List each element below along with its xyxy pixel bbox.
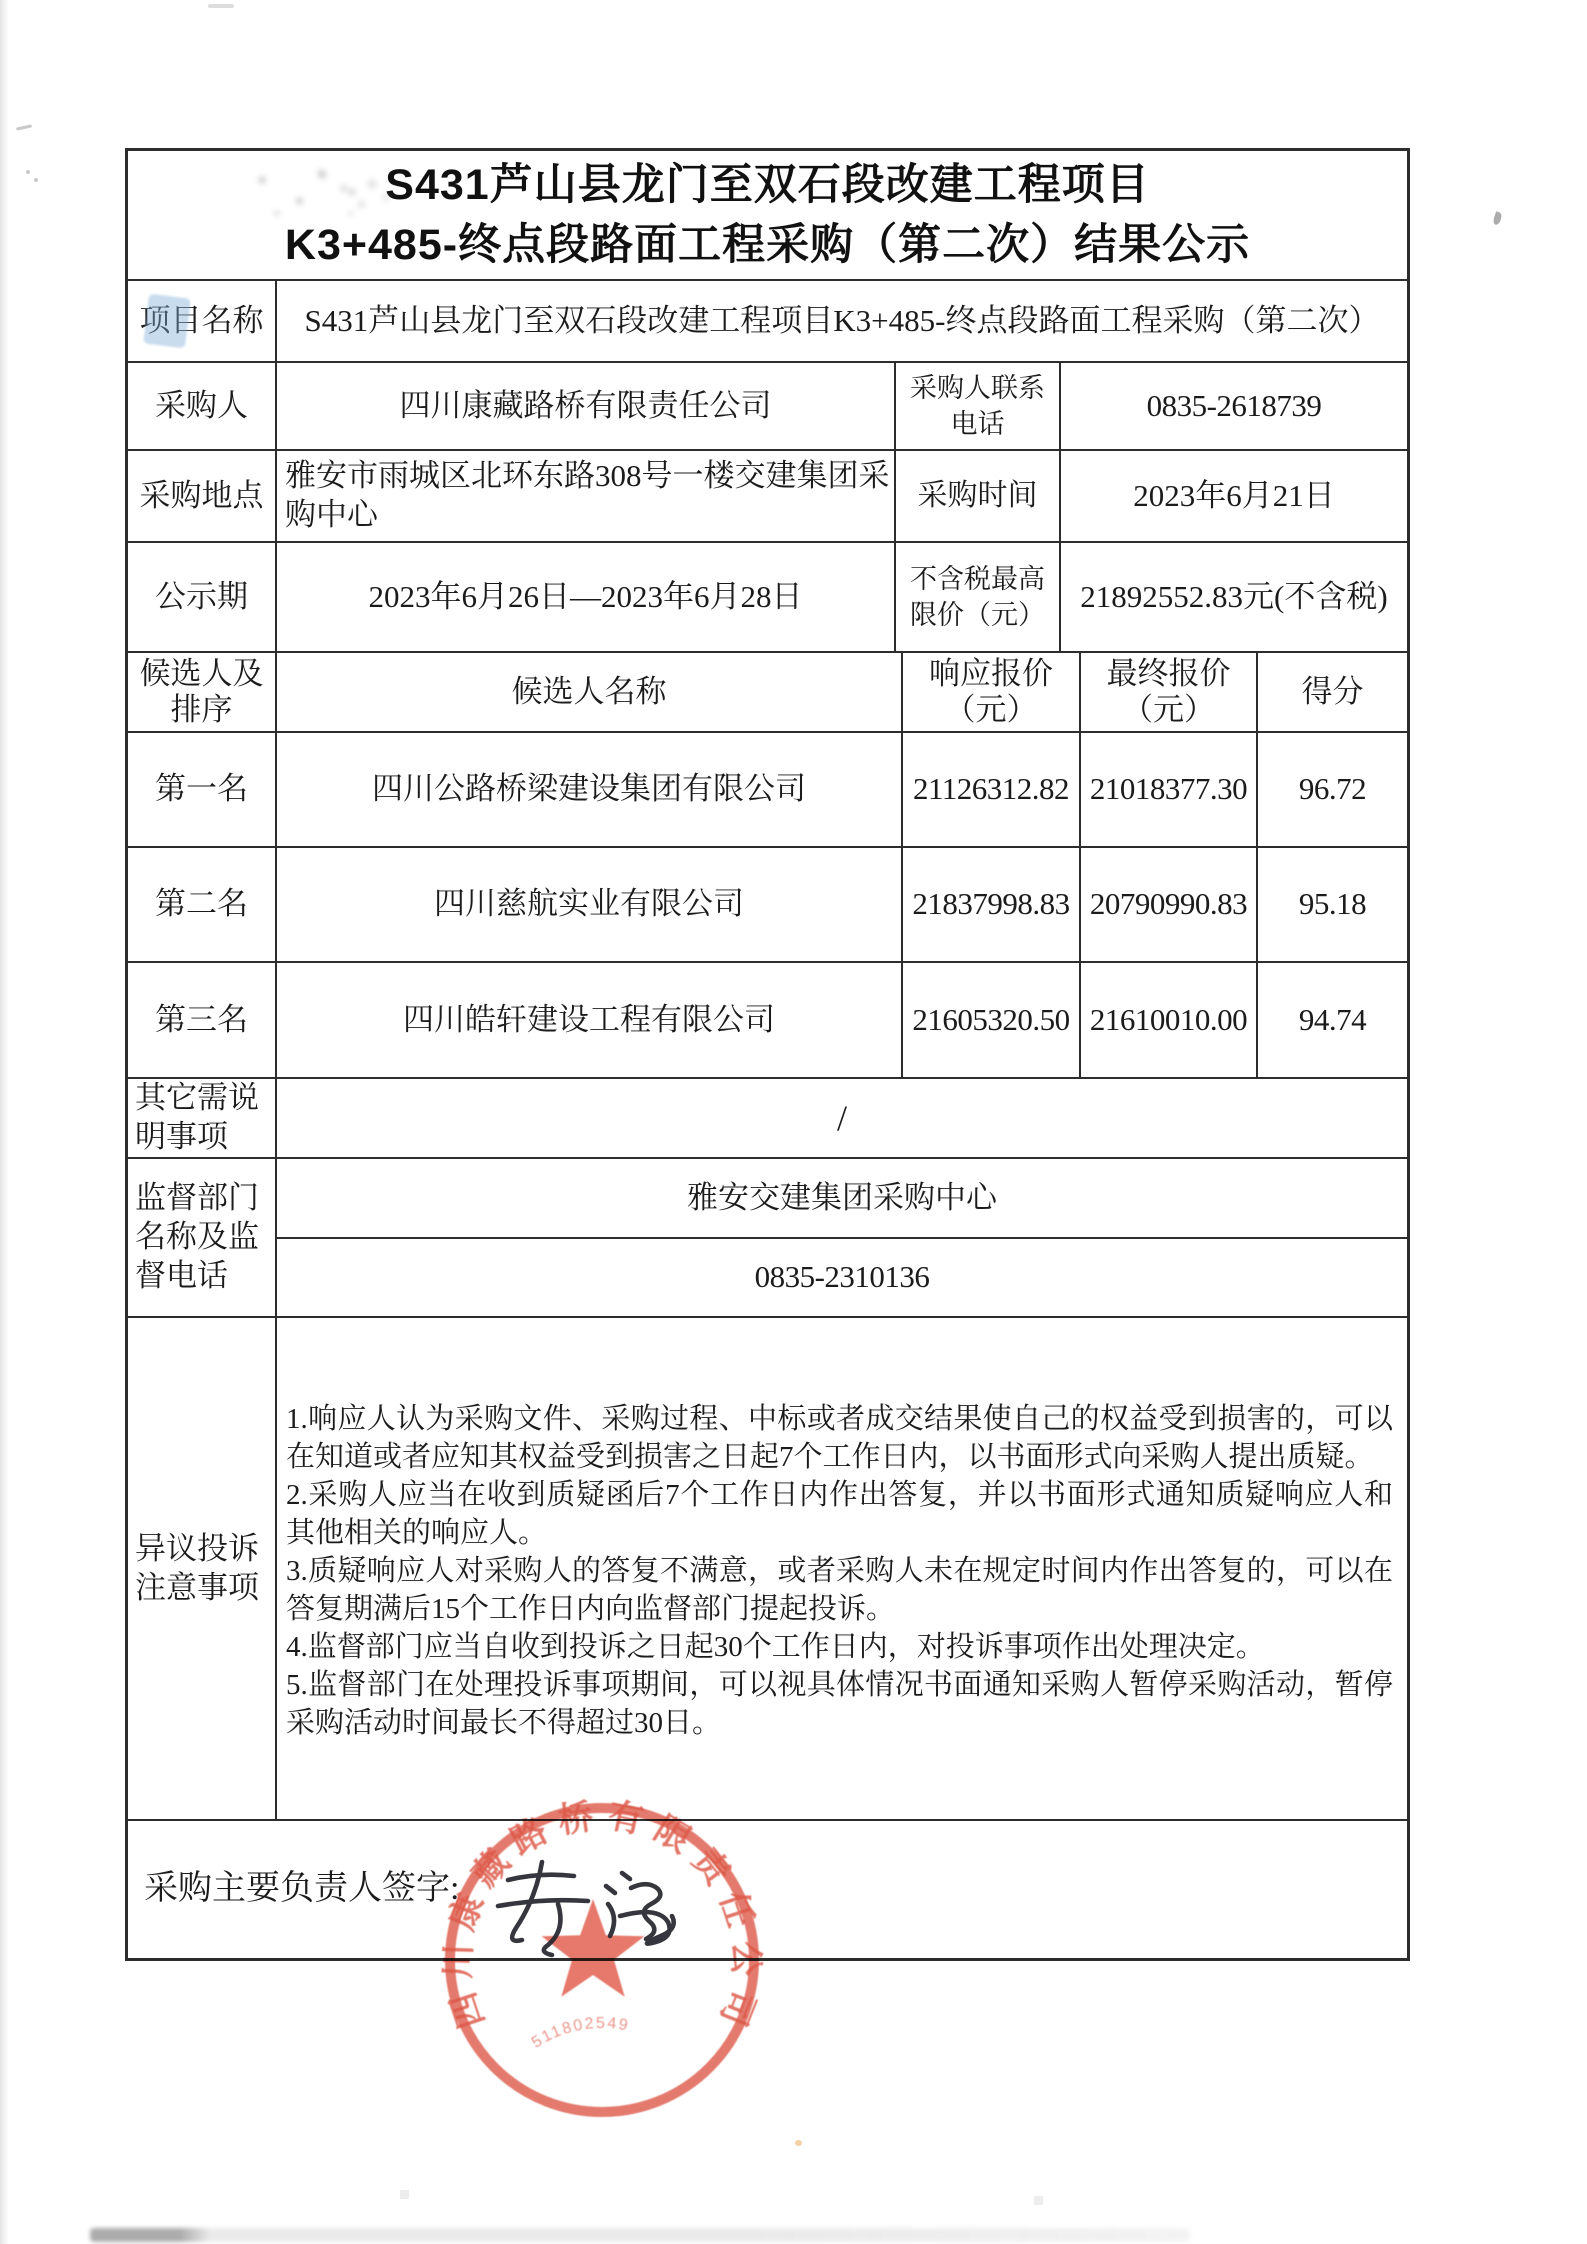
supervision-values [277, 1159, 1407, 1316]
scan-speck [1034, 2196, 1043, 2205]
announcement-table [125, 148, 1410, 1961]
candidate-bid: 21605320.50 [903, 963, 1081, 1077]
candidate-final: 21610010.00 [1081, 963, 1258, 1077]
place-row [128, 451, 1407, 543]
candidate-name: 四川公路桥梁建设集团有限公司 [277, 733, 903, 846]
candidate-score: 95.18 [1298, 886, 1367, 922]
supervision-phone: 0835-2310136 [754, 1259, 930, 1295]
supervision-row [128, 1159, 1407, 1318]
table-row [128, 733, 1407, 848]
signature-label: 采购主要负责人签字: [144, 1870, 460, 1908]
seal-code-text: 511802549 [528, 2014, 631, 2052]
scan-mark [208, 4, 234, 8]
objection-notice-body [277, 1318, 1407, 1819]
notice-item-3: 3.质疑响应人对采购人的答复不满意，或者采购人未在规定时间内作出答复的，可以在答复期满后15个工作日内向监督部门提起投诉。 [286, 1554, 1393, 1625]
place-value: 雅安市雨城区北环东路308号一楼交建集团采购中心 [277, 451, 896, 541]
buyer-row [128, 363, 1407, 451]
project-name-row [128, 281, 1407, 363]
scan-mark [16, 124, 32, 130]
final-column-header: 最终报价（元） [1081, 653, 1258, 731]
candidate-rank: 第二名 [128, 848, 277, 961]
objection-notice-row [128, 1318, 1407, 1821]
seal-company-text: 四川康藏路桥有限责任公司 [438, 1795, 766, 2042]
place-label: 采购地点 [128, 451, 277, 541]
buyer-label: 采购人 [128, 363, 277, 449]
publicity-row [128, 543, 1407, 653]
scan-blue-artifact [143, 294, 191, 349]
project-name-label: 项目名称 [128, 281, 277, 361]
scan-speck [400, 2190, 409, 2199]
other-notes-row [128, 1079, 1407, 1159]
candidates-header-row [128, 653, 1407, 733]
score-column-header: 得分 [1301, 673, 1364, 709]
scan-smudge [330, 175, 400, 220]
candidate-rank: 第一名 [128, 733, 277, 846]
table-row [128, 963, 1407, 1079]
candidate-rank: 第三名 [128, 963, 277, 1077]
bid-column-header: 响应报价（元） [903, 653, 1081, 731]
notice-item-1: 1.响应人认为采购文件、采购过程、中标或者成交结果使自己的权益受到损害的，可以在知道或者应知其权益受到损害之日起7个工作日内，以书面形式向采购人提出质疑。 [286, 1402, 1393, 1473]
scan-speck [795, 2140, 802, 2146]
scan-mark [34, 178, 38, 182]
candidate-final: 20790990.83 [1081, 848, 1258, 961]
candidate-score: 94.74 [1298, 1001, 1367, 1037]
candidate-score: 96.72 [1298, 771, 1367, 807]
notice-item-4: 4.监督部门应当自收到投诉之日起30个工作日内，对投诉事项作出处理决定。 [286, 1630, 1265, 1663]
objection-notice-label: 异议投诉注意事项 [128, 1318, 277, 1819]
rank-column-header: 候选人及排序 [128, 653, 277, 731]
other-notes-value: / [836, 1097, 847, 1138]
svg-text:511802549 [529, 2015, 631, 2052]
other-notes-label: 其它需说明事项 [128, 1079, 277, 1157]
notice-item-5: 5.监督部门在处理投诉事项期间，可以视具体情况书面通知采购人暂停采购活动，暂停采购活动时间最长不得超过30日。 [286, 1668, 1393, 1739]
scan-edge-shadow [0, 0, 9, 2244]
notice-item-2: 2.采购人应当在收到质疑函后7个工作日内作出答复，并以书面形式通知质疑响应人和其他相关的响应人。 [286, 1478, 1393, 1549]
buyer-phone-value: 0835-2618739 [1146, 387, 1322, 423]
name-column-header: 候选人名称 [277, 653, 903, 731]
buyer-phone-label: 采购人联系电话 [896, 363, 1061, 449]
scan-mark [1492, 211, 1503, 226]
supervision-label: 监督部门名称及监督电话 [128, 1159, 277, 1316]
signature-row [128, 1821, 1407, 1958]
scan-bottom-smudge [90, 2228, 1190, 2242]
candidate-final: 21018377.30 [1081, 733, 1258, 846]
candidate-bid: 21837998.83 [903, 848, 1081, 961]
supervision-name: 雅安交建集团采购中心 [277, 1159, 1407, 1239]
max-price-value: 21892552.83元(不含税) [1080, 578, 1388, 614]
publicity-value: 2023年6月26日—2023年6月28日 [277, 543, 896, 651]
buyer-value: 四川康藏路桥有限责任公司 [277, 363, 896, 449]
max-price-label: 不含税最高限价（元） [896, 543, 1061, 651]
scan-mark [26, 170, 30, 174]
publicity-label: 公示期 [128, 543, 277, 651]
title-line-2: K3+485-终点段路面工程采购（第二次）结果公示 [284, 221, 1251, 269]
candidate-name: 四川慈航实业有限公司 [277, 848, 903, 961]
time-label: 采购时间 [896, 451, 1061, 541]
candidate-bid: 21126312.82 [903, 733, 1081, 846]
title-line-1: S431芦山县龙门至双石段改建工程项目 [385, 161, 1150, 209]
time-value: 2023年6月21日 [1133, 477, 1335, 513]
candidate-name: 四川皓轩建设工程有限公司 [277, 963, 903, 1077]
project-name-value: S431芦山县龙门至双石段改建工程项目K3+485-终点段路面工程采购（第二次） [304, 302, 1380, 338]
table-row [128, 848, 1407, 963]
